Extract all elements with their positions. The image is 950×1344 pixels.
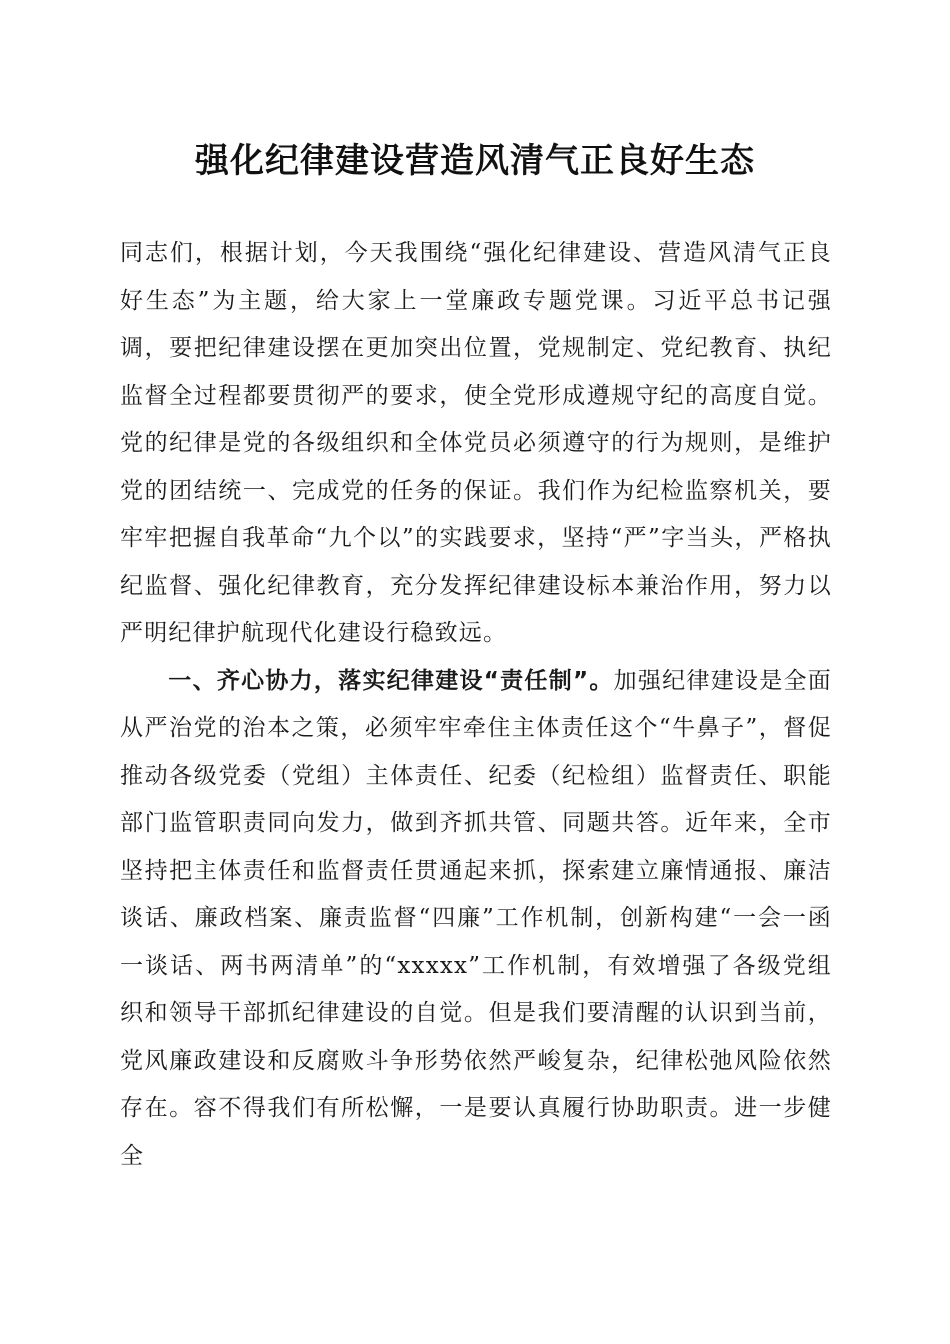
section-one-heading: 一、齐心协力，落实纪律建设“责任制”。 xyxy=(168,667,614,694)
section-one-text: 加强纪律建设是全面从严治党的治本之策，必须牢牢牵住主体责任这个“牛鼻子”，督促推动各级党委（党组）主体责任、纪委（纪检组）监督责任、职能部门监管职责同向发力，做到齐抓共管、同题共答。近年来，全市坚持把主体责任和监督责任贯通起来抓，探索建立廉情通报、廉洁谈话、廉政档案、廉责监督“四廉”工作机制，创新构建“一会一函一谈话、两书两清单”的“xxxxx”工作机制，有效增强了各级党组织和领导干部抓纪律建设的自觉。但是我们要清醒的认识到当前，党风廉政建设和反腐败斗争形势依然严峻复杂，纪律松弛风险依然存在。容不得我们有所松懈，一是要认真履行协助职责。进一步健全 xyxy=(120,667,832,1169)
document-title: 强化纪律建设营造风清气正良好生态 xyxy=(195,141,755,181)
document-body xyxy=(120,230,832,1180)
intro-paragraph: 同志们，根据计划，今天我围绕“强化纪律建设、营造风清气正良好生态”为主题，给大家上一堂廉政专题党课。习近平总书记强调，要把纪律建设摆在更加突出位置，党规制定、党纪教育、执纪监督全过程都要贯彻严的要求，使全党形成遵规守纪的高度自觉。党的纪律是党的各级组织和全体党员必须遵守的行为规则，是维护党的团结统一、完成党的任务的保证。我们作为纪检监察机关，要牢牢把握自我革命“九个以”的实践要求，坚持“严”字当头，严格执纪监督、强化纪律教育，充分发挥纪律建设标本兼治作用，努力以严明纪律护航现代化建设行稳致远。 xyxy=(120,240,832,646)
section-one-paragraph xyxy=(120,658,832,1181)
